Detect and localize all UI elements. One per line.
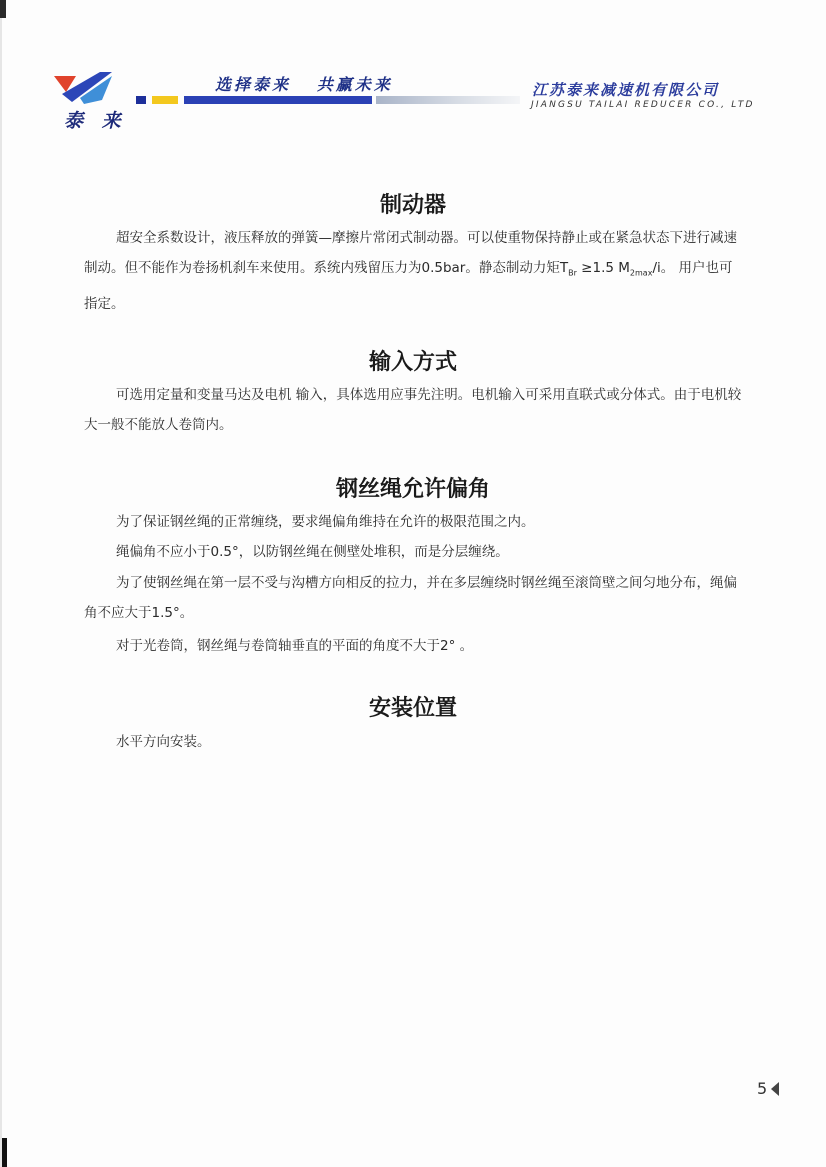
install-paragraph: 水平方向安装。 [116,734,211,750]
slogan: 选择泰来 共赢未来 [215,75,393,94]
rope-paragraph-4: 对于光卷筒，钢丝绳与卷筒轴垂直的平面的角度不大于2° 。 [116,638,474,654]
brake-text-b: ≥1.5 M [576,260,630,276]
header-bar-gradient [376,96,520,104]
input-paragraph: 可选用定量和变量马达及电机 输入，具体选用应事先注明。电机输入可采用直联式或分体式。由于电机较大一般不能放人卷筒内。 [84,387,742,433]
brake-text-a: 超安全系数设计，液压释放的弹簧—摩擦片常闭式制动器。可以使重物保持静止或在紧急状态下进行减速制动。但不能作为卷扬机刹车来使用。系统内残留压力为0.5bar。静态制动力矩T [84,230,737,276]
brake-sub-br: Br [568,268,577,278]
rope-paragraph-1: 为了保证钢丝绳的正常缠绕，要求绳偏角维持在允许的极限范围之内。 [116,514,535,530]
header-bar-blue [184,96,372,104]
page-header [0,0,826,140]
section-title-brake: 制动器 [379,193,446,218]
page-arrow-icon [771,1082,779,1096]
scan-mark-bottom [2,1138,7,1167]
brake-paragraph [84,223,744,319]
brake-text-c: /i。 用户也可指定。 [84,260,733,312]
header-bar-yellow [152,96,178,104]
section-title-rope: 钢丝绳允许偏角 [335,477,490,502]
logo-text: 泰 来 [64,110,127,132]
header-bar-dark [136,96,146,104]
rope-paragraph-2: 绳偏角不应小于0.5°，以防钢丝绳在侧壁处堆积，而是分层缠绕。 [116,544,509,560]
company-name-cn: 江苏泰来减速机有限公司 [532,81,720,99]
section-title-input: 输入方式 [368,350,457,375]
scan-edge [0,0,2,1167]
brake-sub-2max: 2max [629,268,653,278]
rope-paragraph-3: 为了使钢丝绳在第一层不受与沟槽方向相反的拉力，并在多层缠绕时钢丝绳至滚筒壁之间匀地分布，绳偏角不应大于1.5°。 [84,575,737,621]
page-number: 5 [757,1079,768,1098]
section-title-install: 安装位置 [368,696,457,721]
company-name-en: JIANGSU TAILAI REDUCER CO., LTD [531,100,755,110]
